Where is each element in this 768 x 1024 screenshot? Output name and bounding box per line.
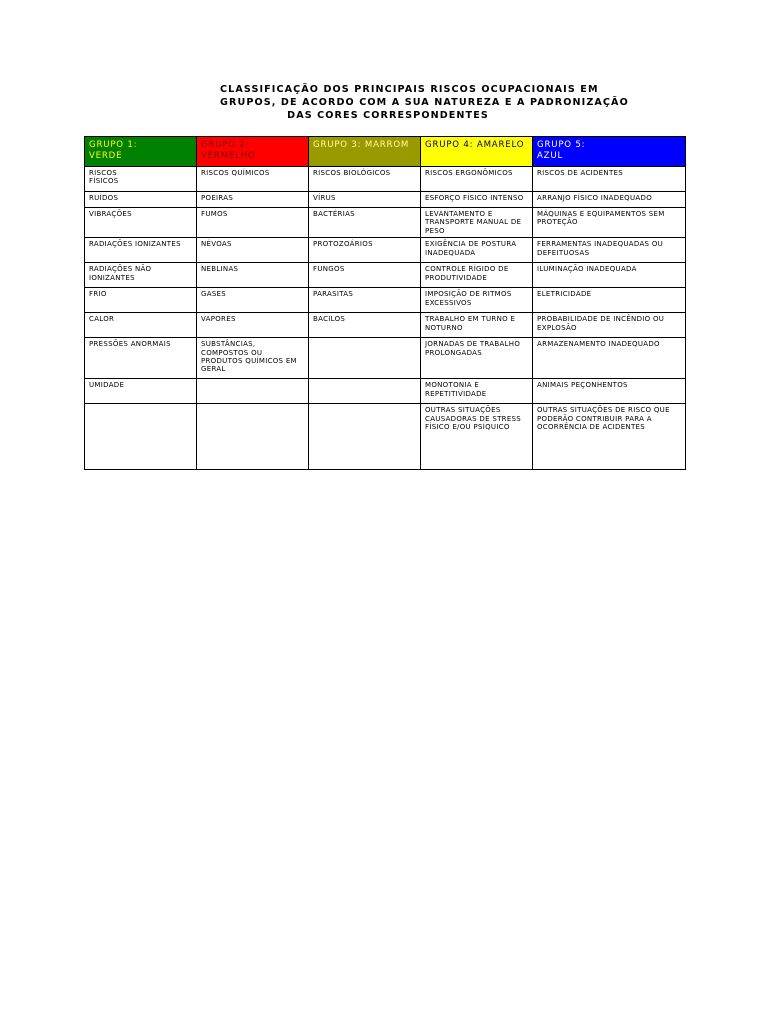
table-cell xyxy=(85,167,197,192)
table-cell xyxy=(85,263,197,288)
cell-text: JORNADAS DE TRABALHO PROLONGADAS xyxy=(425,340,521,357)
table-row xyxy=(85,379,686,404)
table-cell xyxy=(533,208,686,238)
table-row xyxy=(85,263,686,288)
cell-text: VAPORES xyxy=(201,315,236,324)
table-cell xyxy=(85,313,197,338)
table-cell xyxy=(197,313,309,338)
cell-text: PROTOZOÁRIOS xyxy=(313,240,373,249)
cell-text: ESFORÇO FÍSICO INTENSO xyxy=(425,194,524,202)
table-cell xyxy=(533,379,686,404)
cell-text: LEVANTAMENTO E TRANSPORTE MANUAL DE PESO xyxy=(425,210,522,235)
table-cell xyxy=(197,288,309,313)
table-cell xyxy=(309,167,421,192)
table-row xyxy=(85,238,686,263)
cell-text: ILUMINAÇÃO INADEQUADA xyxy=(537,265,637,274)
table-body xyxy=(85,167,686,470)
cell-text: OUTRAS SITUAÇÕES CAUSADORAS DE STRESS FÍSICO E/OU PSÍQUICO xyxy=(425,406,522,432)
table-cell xyxy=(421,288,533,313)
cell-text: RADIAÇÕES NÃO IONIZANTES xyxy=(89,265,152,282)
table-cell xyxy=(533,338,686,379)
table-cell xyxy=(85,379,197,404)
table-cell xyxy=(85,208,197,238)
header-label: VERDE xyxy=(89,150,123,161)
cell-text: NÉVOAS xyxy=(201,240,232,249)
cell-text: RADIAÇÕES IONIZANTES xyxy=(89,240,181,249)
cell-text: PROBABILIDADE DE INCÊNDIO OU EXPLOSÃO xyxy=(537,315,665,332)
document-title xyxy=(220,83,629,122)
header-grupo-2 xyxy=(197,137,309,167)
cell-text: TRABALHO EM TURNO E NOTURNO xyxy=(425,315,516,332)
table-cell xyxy=(85,192,197,208)
cell-text: CONTROLE RÍGIDO DE PRODUTIVIDADE xyxy=(425,265,509,282)
table-cell xyxy=(197,379,309,404)
cell-text: VIBRAÇÕES xyxy=(89,210,132,218)
cell-text: PARASITAS xyxy=(313,290,354,299)
table-cell xyxy=(309,338,421,379)
cell-text: FUNGOS xyxy=(313,265,345,274)
table-row xyxy=(85,313,686,338)
table-cell xyxy=(421,238,533,263)
table-row xyxy=(85,338,686,379)
cell-text: ELETRICIDADE xyxy=(537,290,592,299)
cell-text: BACILOS xyxy=(313,315,346,324)
cell-text: FERRAMENTAS INADEQUADAS OU DEFEITUOSAS xyxy=(537,240,664,257)
table-cell xyxy=(421,379,533,404)
table-cell xyxy=(309,379,421,404)
table-cell xyxy=(533,238,686,263)
table-cell xyxy=(533,167,686,192)
table-cell xyxy=(421,338,533,379)
table-cell xyxy=(85,288,197,313)
table-cell xyxy=(309,404,421,470)
table-cell xyxy=(533,313,686,338)
header-grupo-5 xyxy=(533,137,686,167)
title-line: CLASSIFICAÇÃO DOS PRINCIPAIS RISCOS OCUPACIONAIS EM xyxy=(220,84,599,95)
cell-text: MÁQUINAS E EQUIPAMENTOS SEM PROTEÇÃO xyxy=(537,210,665,227)
table-cell xyxy=(421,192,533,208)
table-cell xyxy=(421,263,533,288)
cell-text: RISCOS ERGONÔMICOS xyxy=(425,169,513,177)
table-cell xyxy=(309,288,421,313)
cell-text: UMIDADE xyxy=(89,381,125,390)
table-row xyxy=(85,167,686,192)
table-cell xyxy=(533,404,686,470)
table-cell xyxy=(197,167,309,192)
table-row xyxy=(85,404,686,470)
table-cell xyxy=(197,208,309,238)
table-cell xyxy=(421,404,533,470)
cell-text: RISCOS DE ACIDENTES xyxy=(537,169,623,177)
header-label: GRUPO 2: xyxy=(201,140,250,150)
cell-text: ARMAZENAMENTO INADEQUADO xyxy=(537,340,660,349)
table-cell xyxy=(197,338,309,379)
header-label: GRUPO 5: xyxy=(537,140,586,150)
header-label: VERMELHO xyxy=(201,150,256,161)
table-cell xyxy=(197,192,309,208)
table-cell xyxy=(533,288,686,313)
header-label: GRUPO 3: MARROM xyxy=(313,140,410,150)
header-grupo-1 xyxy=(85,137,197,167)
table-cell xyxy=(85,404,197,470)
table-cell xyxy=(421,208,533,238)
table-cell xyxy=(533,263,686,288)
cell-text: PRESSÕES ANORMAIS xyxy=(89,340,171,349)
cell-text: CALOR xyxy=(89,315,115,324)
table-cell xyxy=(85,338,197,379)
table-cell xyxy=(309,208,421,238)
table-cell xyxy=(421,313,533,338)
cell-text: BACTÉRIAS xyxy=(313,210,355,218)
cell-text: FUMOS xyxy=(201,210,228,218)
header-label: GRUPO 1: xyxy=(89,140,138,150)
table-cell xyxy=(533,192,686,208)
cell-text: RUÍDOS xyxy=(89,194,119,202)
title-line: GRUPOS, DE ACORDO COM A SUA NATUREZA E A PADRONIZAÇÃO xyxy=(220,97,629,108)
risk-classification-table xyxy=(84,136,686,470)
header-row xyxy=(85,137,686,167)
table-cell xyxy=(197,238,309,263)
header-grupo-4 xyxy=(421,137,533,167)
cell-text: ARRANJO FÍSICO INADEQUADO xyxy=(537,194,653,202)
title-line: DAS CORES CORRESPONDENTES xyxy=(287,110,489,121)
header-label: GRUPO 4: AMARELO xyxy=(425,140,525,150)
table-cell xyxy=(85,238,197,263)
cell-text: OUTRAS SITUAÇÕES DE RISCO QUE PODERÃO CONTRIBUIR PARA A OCORRÊNCIA DE ACIDENTES xyxy=(537,406,670,432)
header-grupo-3 xyxy=(309,137,421,167)
cell-text: RISCOS QUÍMICOS xyxy=(201,169,270,177)
cell-text: RISCOS BIOLÓGICOS xyxy=(313,169,391,177)
table-cell xyxy=(197,263,309,288)
table-cell xyxy=(309,238,421,263)
cell-text: NEBLINAS xyxy=(201,265,239,274)
table-cell xyxy=(421,167,533,192)
table-row xyxy=(85,288,686,313)
cell-text: MONOTONIA E REPETITIVIDADE xyxy=(425,381,487,398)
table-cell xyxy=(309,192,421,208)
cell-text: IMPOSIÇÃO DE RITMOS EXCESSIVOS xyxy=(425,290,512,307)
table-cell xyxy=(197,404,309,470)
cell-text: EXIGÊNCIA DE POSTURA INADEQUADA xyxy=(425,240,517,257)
table-cell xyxy=(309,263,421,288)
cell-text: ANIMAIS PEÇONHENTOS xyxy=(537,381,628,390)
cell-text: GASES xyxy=(201,290,227,299)
cell-text: FRIO xyxy=(89,290,107,299)
table-row xyxy=(85,192,686,208)
cell-text: VÍRUS xyxy=(313,194,336,202)
cell-text: RISCOS FÍSICOS xyxy=(89,169,119,186)
cell-text: SUBSTÂNCIAS, COMPOSTOS OU PRODUTOS QUÍMICOS EM GERAL xyxy=(201,340,297,374)
header-label: AZUL xyxy=(537,150,564,161)
table-row xyxy=(85,208,686,238)
table-cell xyxy=(309,313,421,338)
cell-text: POEIRAS xyxy=(201,194,234,202)
